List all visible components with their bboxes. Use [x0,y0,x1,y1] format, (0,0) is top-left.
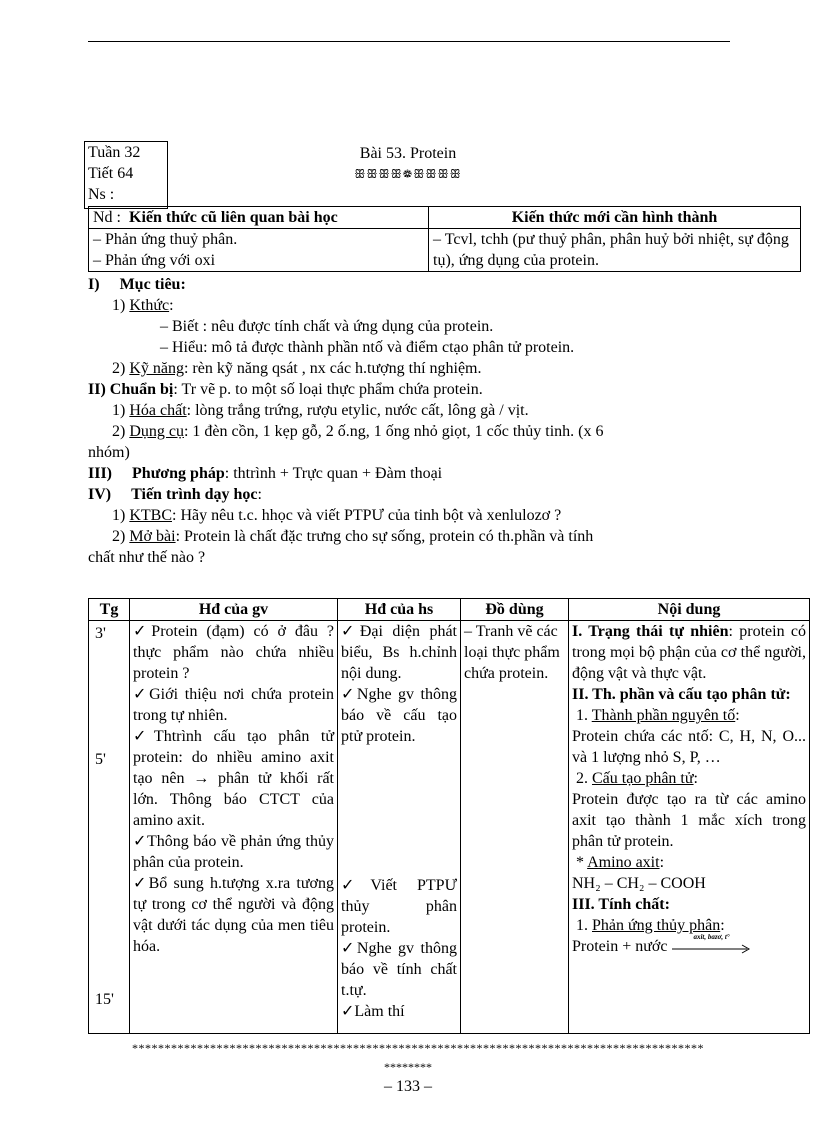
header-teacher: Hđ của gv [130,599,338,621]
method-text: : thtrình + Trực quan + Đàm thoại [224,465,443,482]
lesson-title: Bài 53. Protein [359,145,457,162]
teacher-activity: ✓Giới thiệu nơi chứa protein trong tự nhiên. [133,686,334,724]
intro-label: Mở bài [129,528,176,545]
student-activity: ✓Viết PTPƯ thủy phân protein. [341,877,457,936]
procedure-heading: Tiến trình dạy học [131,486,258,503]
footer-stars: **************************************************************************************** [132,1041,704,1055]
reaction-arrow-icon [671,933,753,952]
student-activity: ✓Nghe gv thông báo về tính chất t.tự. [341,940,457,999]
preparation-heading: Chuẩn bị [109,381,174,398]
review-label: KTBC [129,507,172,524]
equipment-item: 2) Dụng cụ: 1 đèn cồn, 1 kẹp gỗ, 2 ố.ng, 1 ống nhỏ giọt, 1 cốc thủy tinh. (x 6 [112,423,604,440]
student-activities [338,621,461,1034]
properties-heading: III. Tính chất: [572,896,670,913]
title-ornament: ꕥꕥꕥꕥ❁ꕥꕥꕥꕥ [354,167,462,181]
arrow-line-icon [671,944,753,954]
time-cell [89,621,130,1034]
teacher-activities [130,621,338,1034]
old-knowledge-item: – Phản ứng thuỷ phân. [93,231,238,248]
elements-subheading: 1. Thành phần nguyên tố: [576,707,740,724]
header-materials: Đồ dùng [461,599,569,621]
teacher-activity: ✓Thtrình cấu tạo phân tử protein: do nhiều amino axit tạo nên → phân tử khối rất lớn. Thông báo CTCT của amino axit. [133,728,334,829]
old-knowledge-title: Kiến thức cũ liên quan bài học [129,209,338,226]
equipment-text: : 1 đèn cồn, 1 kẹp gỗ, 2 ố.ng, 1 ống nhỏ giọt, 1 cốc thủy tinh. (x 6 [183,423,604,440]
lesson-plan-table [88,598,810,1034]
intro-text-cont: chất như thế nào ? [88,549,206,566]
knowledge-label: Kthức [129,297,170,314]
new-knowledge-header: Kiến thức mới cần hình thành [429,207,801,229]
structure-text: Protein được tạo ra từ các amino axit tạo thành 1 mắc xích trong phân tử protein. [572,791,806,850]
header-time: Tg [89,599,130,621]
elements-text: Protein chứa các ntố: C, H, N, O... và 1 lượng nhỏ S, P, … [572,728,806,766]
review-item: 1) KTBC: Hãy nêu t.c. hhọc và viết PTPƯ của tinh bột và xenlulozơ ? [112,507,562,524]
arrow-condition: axit, bazơ, t° [693,933,730,942]
objectives-heading: Mục tiêu: [119,276,186,293]
know-objective: – Biết : nêu được tính chất và ứng dụng của protein. [160,318,494,335]
review-text: : Hãy nêu t.c. hhọc và viết PTPƯ của tinh bột và xenlulozơ ? [172,507,562,524]
preparation-text: : Tr vẽ p. to một số loại thực phẩm chứa protein. [173,381,483,398]
teacher-activity: ✓Bổ sung h.tượng x.ra tương tự trong cơ thể người và động vật dưới tác dụng của men tiêu hóa. [133,875,334,955]
equipment-label: Dụng cụ [129,423,184,440]
intro-item: 2) Mở bài: Protein là chất đặc trưng cho sự sống, protein có th.phần và tính [112,528,594,545]
chemicals-label: Hóa chất [129,402,187,419]
teacher-activity: ✓Protein (đạm) có ở đâu ? thực phẩm nào chứa nhiều protein ? [133,623,334,682]
method-heading: Phương pháp [132,465,225,482]
equipment-text-cont: nhóm) [88,444,130,461]
old-knowledge-header [89,207,429,229]
table-header-row [89,599,810,621]
hydrolysis-subheading: 1. Phản ứng thủy phân: [576,917,725,934]
knowledge-item: 1) Kthức: [112,297,174,314]
table-row [89,621,810,1034]
skill-item: 2) Kỹ năng: rèn kỹ năng qsát , nx các h.tượng thí nghiệm. [112,360,482,377]
new-knowledge-cell: – Tcvl, tchh (pư thuỷ phân, phân huỷ bởi nhiệt, sự động tụ), ứng dụng của protein. [429,229,801,272]
knowledge-table [88,206,801,272]
page-number: – 133 – [384,1078,432,1095]
materials-cell: – Tranh vẽ các loại thực phẩm chứa protein. [461,621,569,1034]
old-knowledge-item: – Phản ứng với oxi [93,252,216,269]
natural-state: I. Trạng thái tự nhiên: protein có trong mọi bộ phận của cơ thể người, động vật và thực vật. [572,623,807,682]
section-preparation: II) Chuẩn bị: Tr vẽ p. to một số loại thực phẩm chứa protein. [88,381,483,398]
intro-text: : Protein là chất đặc trưng cho sự sống, protein có th.phần và tính [175,528,594,545]
skill-label: Kỹ năng [129,360,184,377]
amino-acid-label: * Amino axit: [576,854,665,871]
section-procedure: IV) Tiến trình dạy học: [88,486,262,503]
nd-label: Nd : [93,209,121,226]
week-label: Tuần 32 [88,144,141,161]
section-objectives: I) Mục tiêu: [88,276,186,293]
lesson-body [88,274,748,568]
section-method: III) Phương pháp: thtrình + Trực quan + Đàm thoại [88,465,443,482]
header-content: Nội dung [569,599,810,621]
composition-heading: II. Th. phần và cấu tạo phân tử: [572,686,791,703]
amino-acid-formula: NH₂ – CH₂ – COOH [572,875,706,892]
footer-stars-cont: ******** [384,1060,432,1074]
teacher-activity: ✓Thông báo về phản ứng thủy phân của protein. [133,833,334,871]
content-cell [569,621,810,1034]
student-activity: ✓Đại diện phát biểu, Bs h.chỉnh nội dung. [341,623,457,682]
hydrolysis-reaction: Protein + nước axit, bazơ, t° [572,936,806,957]
student-activity: ✓Làm thí [341,1003,405,1020]
time-value: 3' [95,625,106,642]
header-student: Hđ của hs [338,599,461,621]
student-activity: ✓Nghe gv thông báo về cấu tạo ptử protein. [341,686,457,745]
old-knowledge-cell [89,229,429,272]
time-value: 5' [95,751,106,768]
lesson-number: Tiết 64 [88,165,134,182]
understand-objective: – Hiểu: mô tả được thành phần ntố và điểm ctạo phân tử protein. [160,339,575,356]
chemicals-text: : lòng trắng trứng, rượu etylic, nước cất, lông gà / vịt. [186,402,529,419]
ns-label: Ns : [88,186,115,203]
time-value: 15' [95,991,114,1008]
chemicals-item: 1) Hóa chất: lòng trắng trứng, rượu etylic, nước cất, lông gà / vịt. [112,402,529,419]
skill-text: : rèn kỹ năng qsát , nx các h.tượng thí nghiệm. [183,360,482,377]
structure-subheading: 2. Cấu tạo phân tử: [576,770,698,787]
top-rule [88,41,730,42]
